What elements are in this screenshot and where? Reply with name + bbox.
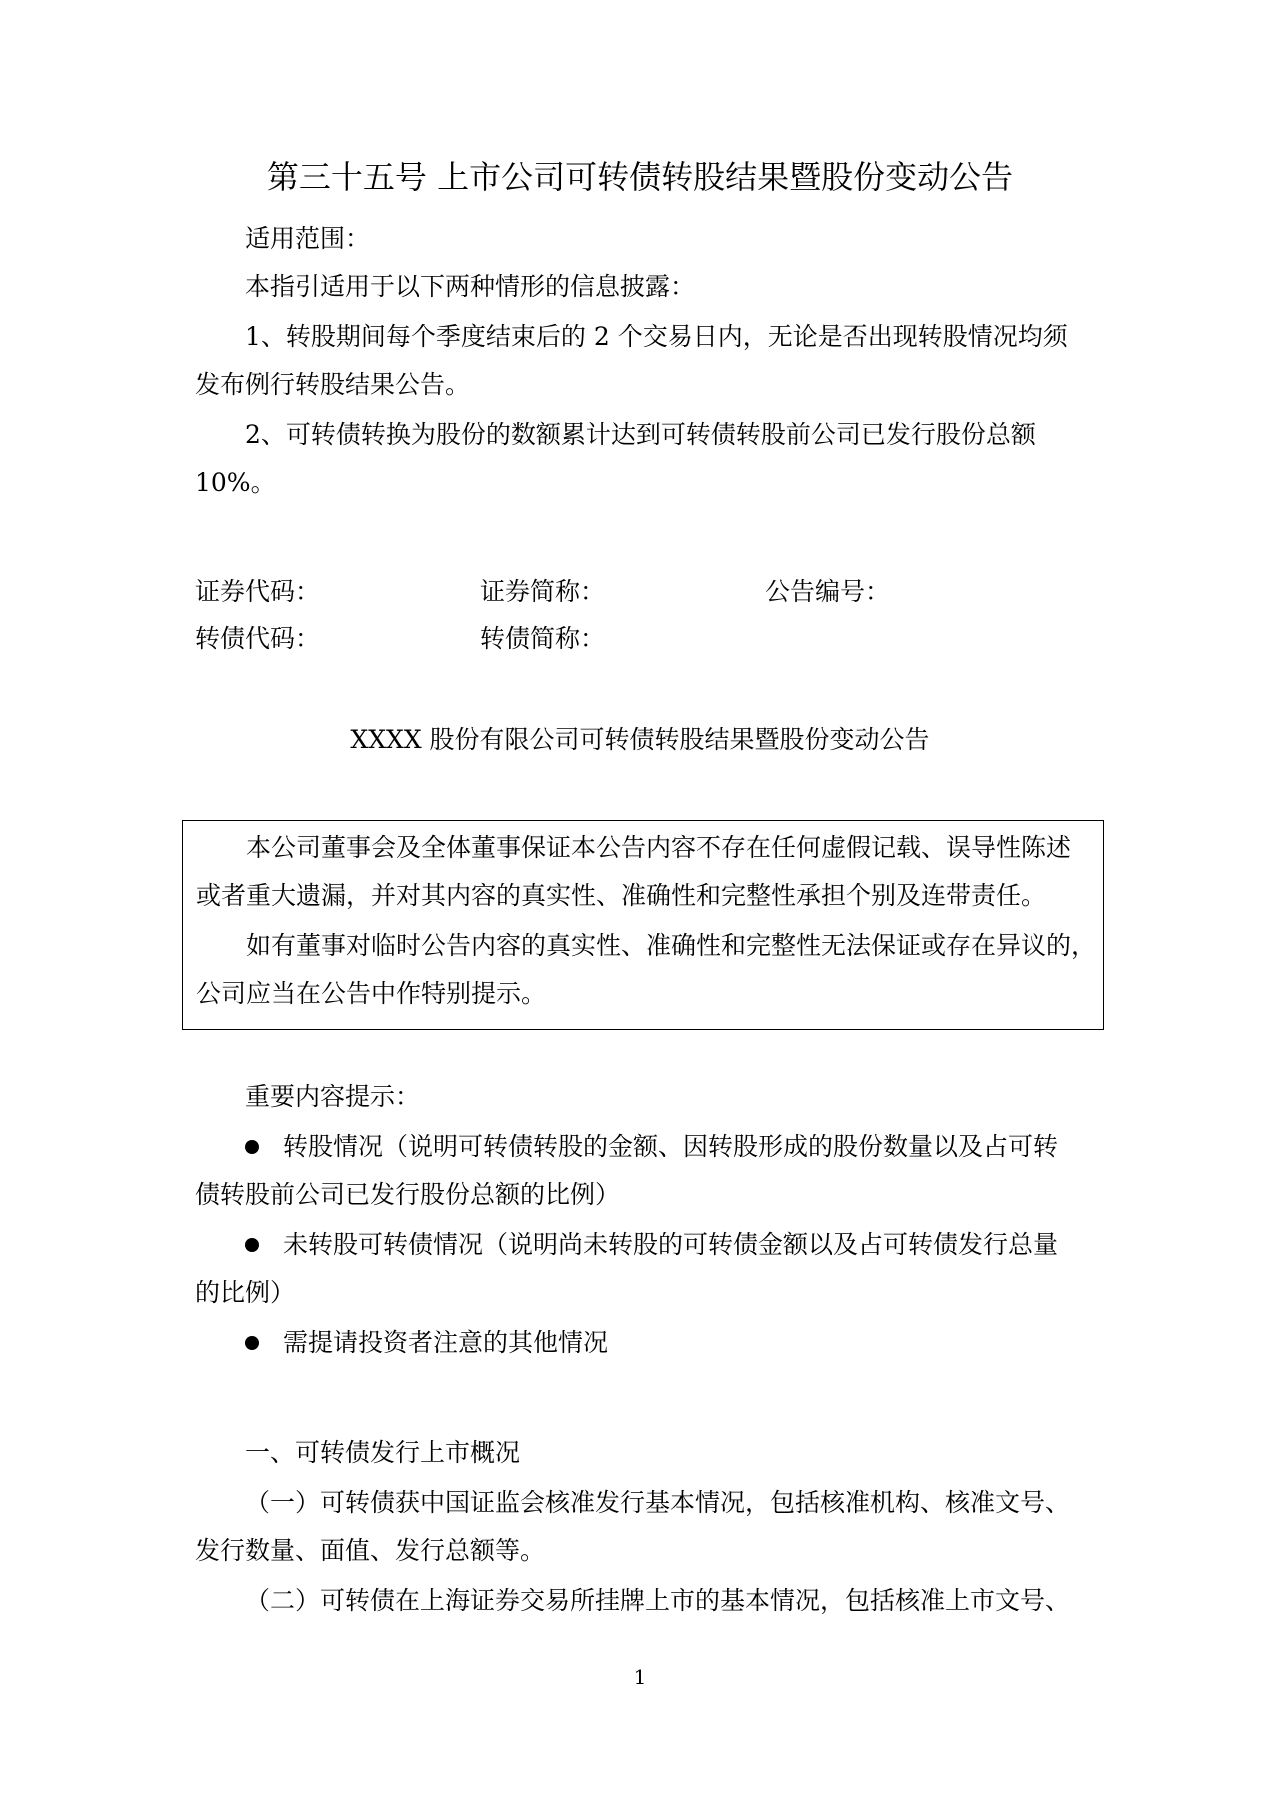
security-abbr-label: 证券简称： xyxy=(480,577,606,606)
security-code-label: 证券代码： xyxy=(195,577,321,606)
page-number: 1 xyxy=(633,1665,647,1689)
bullet-dot-icon xyxy=(245,1238,259,1252)
highlight-bullet-2 xyxy=(245,1228,1058,1262)
section-1-sub-2-line-1: （二）可转债在上海证券交易所挂牌上市的基本情况，包括核准上市文号、 xyxy=(245,1586,1071,1615)
highlight-bullet-3-text: 需提请投资者注意的其他情况 xyxy=(283,1328,609,1357)
section-1-heading: 一、可转债发行上市概况 xyxy=(245,1438,521,1467)
notice-subtitle: XXXX 股份有限公司可转债转股结果暨股份变动公告 xyxy=(350,725,930,754)
bullet-dot-icon xyxy=(245,1140,259,1154)
scope-item-1-line-2: 发布例行转股结果公告。 xyxy=(195,370,471,399)
section-1-sub-1-line-2: 发行数量、面值、发行总额等。 xyxy=(195,1536,546,1565)
bond-abbr-label: 转债简称： xyxy=(480,624,606,653)
disclaimer-p1-line-2: 或者重大遗漏，并对其内容的真实性、准确性和完整性承担个别及连带责任。 xyxy=(196,881,1047,910)
disclaimer-p2-line-1: 如有董事对临时公告内容的真实性、准确性和完整性无法保证或存在异议的， xyxy=(246,931,1097,960)
scope-intro: 本指引适用于以下两种情形的信息披露： xyxy=(245,272,696,301)
disclaimer-p1-line-1: 本公司董事会及全体董事保证本公告内容不存在任何虚假记载、误导性陈述 xyxy=(246,833,1072,862)
disclaimer-p2-line-2: 公司应当在公告中作特别提示。 xyxy=(196,979,547,1008)
scope-item-1-line-1: 1、转股期间每个季度结束后的 2 个交易日内，无论是否出现转股情况均须 xyxy=(245,322,1068,351)
scope-item-2-line-2: 10%。 xyxy=(195,468,276,497)
highlight-bullet-1-text: 转股情况（说明可转债转股的金额、因转股形成的股份数量以及占可转 xyxy=(283,1132,1059,1161)
highlights-heading: 重要内容提示： xyxy=(245,1082,421,1111)
bullet-dot-icon xyxy=(245,1336,259,1350)
highlight-bullet-3 xyxy=(245,1326,608,1360)
document-title: 第三十五号 上市公司可转债转股结果暨股份变动公告 xyxy=(266,158,1014,196)
bond-code-label: 转债代码： xyxy=(195,624,321,653)
notice-number-label: 公告编号： xyxy=(765,577,891,606)
section-1-sub-1-line-1: （一）可转债获中国证监会核准发行基本情况，包括核准机构、核准文号、 xyxy=(245,1488,1071,1517)
scope-heading: 适用范围： xyxy=(245,224,371,253)
highlight-bullet-2-line-2: 的比例） xyxy=(195,1278,296,1307)
board-disclaimer-box xyxy=(182,820,1104,1030)
scope-item-2-line-1: 2、可转债转换为股份的数额累计达到可转债转股前公司已发行股份总额 xyxy=(245,420,1036,449)
highlight-bullet-1-line-2: 债转股前公司已发行股份总额的比例） xyxy=(195,1180,621,1209)
highlight-bullet-1 xyxy=(245,1130,1058,1164)
highlight-bullet-2-text: 未转股可转债情况（说明尚未转股的可转债金额以及占可转债发行总量 xyxy=(283,1230,1059,1259)
